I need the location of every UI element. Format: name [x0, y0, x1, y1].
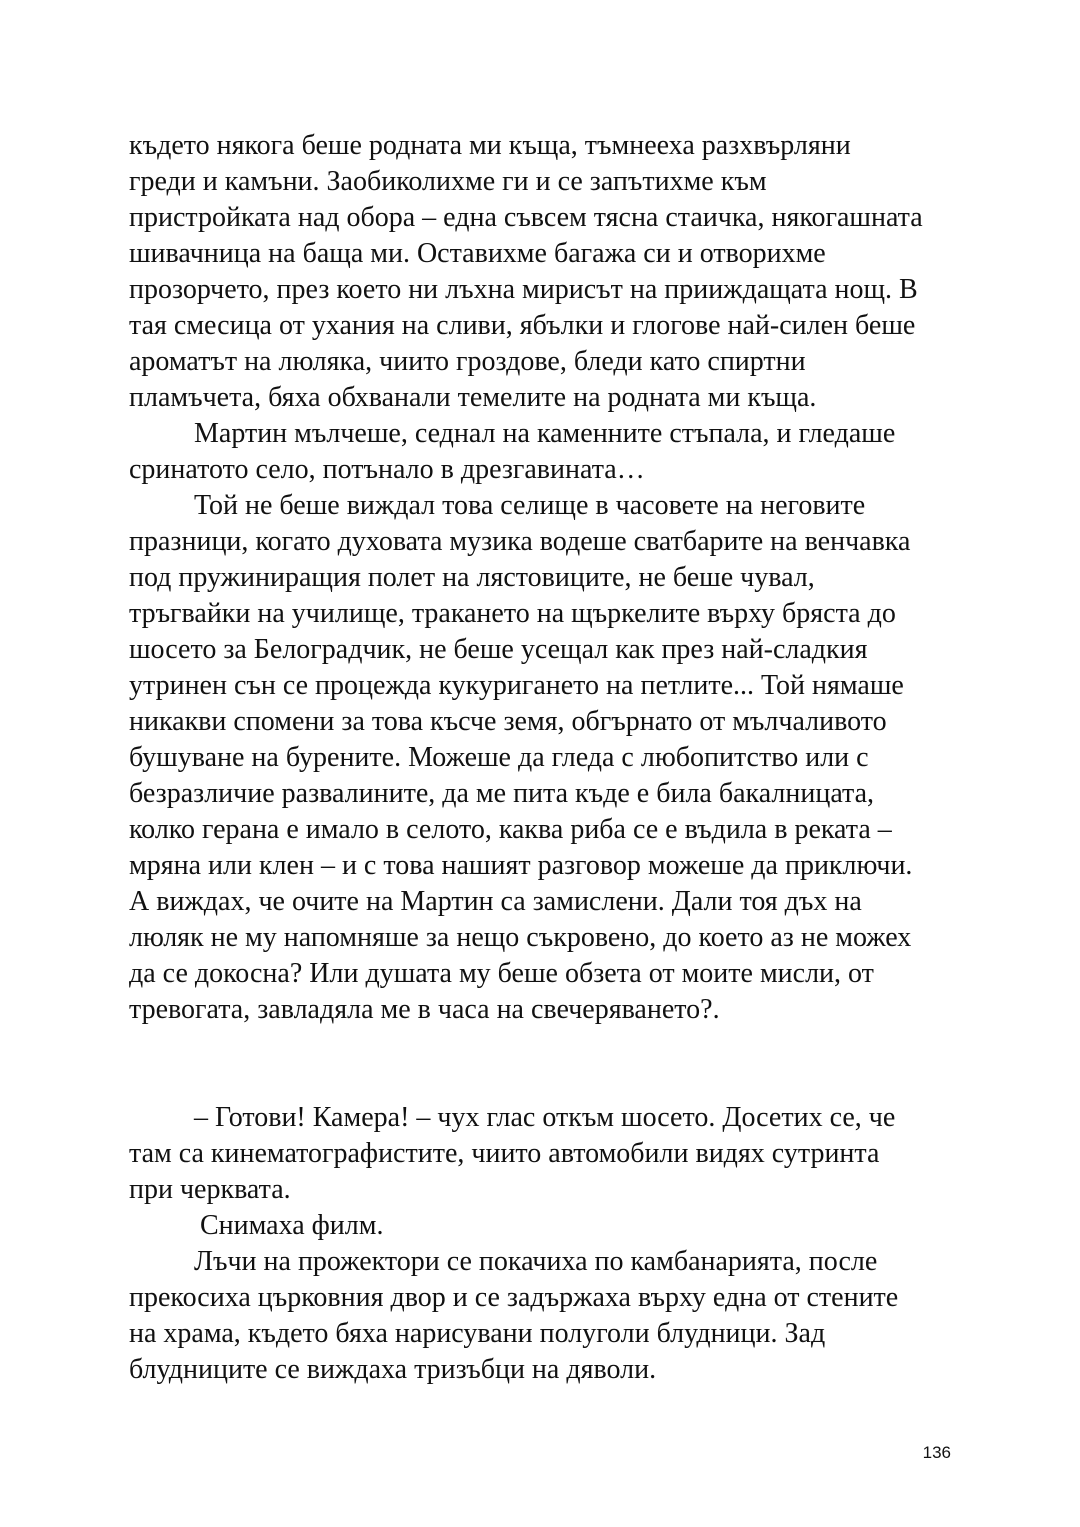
text-line: шосето за Белоградчик, не беше усещал как през най-сладкия	[129, 634, 868, 665]
text-line: тръгвайки на училище, тракането на щъркелите върху бряста до	[129, 598, 896, 629]
page-number: 136	[922, 1443, 951, 1462]
text-line: – Готови! Камера! – чух глас откъм шосето. Досетих се, че	[194, 1102, 896, 1133]
text-line: тревогата, завладяла ме в часа на свечеряването?.	[129, 994, 720, 1025]
body-text	[129, 128, 954, 1388]
text-line: на храма, където бяха нарисувани полуголи блудници. Зад	[129, 1318, 826, 1349]
text-line: прозорчето, през което ни лъхна мирисът на прииждащата нощ. В	[129, 274, 918, 305]
paragraph	[129, 416, 954, 488]
text-line: ароматът на люляка, чиито гроздове, бледи като спиртни	[129, 346, 806, 377]
text-line: тая смесица от ухания на сливи, ябълки и глогове най-силен беше	[129, 310, 916, 341]
text-line: блудниците се виждаха тризъбци на дяволи.	[129, 1354, 657, 1385]
text-line: празници, когато духовата музика водеше сватбарите на венчавка	[129, 526, 911, 557]
text-line: Лъчи на прожектори се покачиха по камбанарията, после	[194, 1246, 878, 1277]
paragraph	[129, 128, 954, 416]
text-line: да се докосна? Или душата му беше обзета от моите мисли, от	[129, 958, 874, 989]
text-line: шивачница на баща ми. Оставихме багажа си и отворихме	[129, 238, 826, 269]
text-line: безразличие развалините, да ме пита къде е била бакалницата,	[129, 778, 875, 809]
text-line: под пружиниращия полет на лястовиците, не беше чувал,	[129, 562, 815, 593]
text-line: колко герана е имало в селото, каква риба се е въдила в реката –	[129, 814, 892, 845]
paragraph	[129, 1208, 954, 1244]
paragraph	[129, 1244, 954, 1388]
text-line: никакви спомени за това късче земя, обгърнато от мълчаливото	[129, 706, 887, 737]
text-line: греди и камъни. Заобиколихме ги и се запътихме към	[129, 166, 767, 197]
text-line: люляк не му напомняше за нещо съкровено, до което аз не можех	[129, 922, 912, 953]
paragraph	[129, 1100, 954, 1208]
text-line: Мартин мълчеше, седнал на каменните стъпала, и гледаше	[194, 418, 896, 449]
text-line: Той не беше виждал това селище в часовете на неговите	[194, 490, 866, 521]
text-line: където някога беше родната ми къща, тъмнееха разхвърляни	[129, 130, 851, 161]
text-line: при черквата.	[129, 1174, 291, 1205]
paragraph	[129, 488, 954, 1028]
text-line: пламъчета, бяха обхванали темелите на родната ми къща.	[129, 382, 817, 413]
text-line: А виждах, че очите на Мартин са замислени. Дали тоя дъх на	[129, 886, 862, 917]
text-line: Снимаха филм.	[200, 1210, 384, 1241]
text-line: прекосиха църковния двор и се задържаха върху една от стените	[129, 1282, 899, 1313]
text-line: утринен сън се процежда кукуригането на петлите... Той нямаше	[129, 670, 904, 701]
text-line: бушуване на бурените. Можеше да гледа с любопитство или с	[129, 742, 869, 773]
text-line: сринатото село, потънало в дрезгавината…	[129, 454, 645, 485]
text-line: пристройката над обора – една съвсем тясна стаичка, някогашната	[129, 202, 923, 233]
text-line: там са кинематографистите, чиито автомобили видях сутринта	[129, 1138, 880, 1169]
section-break	[129, 1028, 954, 1100]
text-line: мряна или клен – и с това нашият разговор можеше да приключи.	[129, 850, 913, 881]
